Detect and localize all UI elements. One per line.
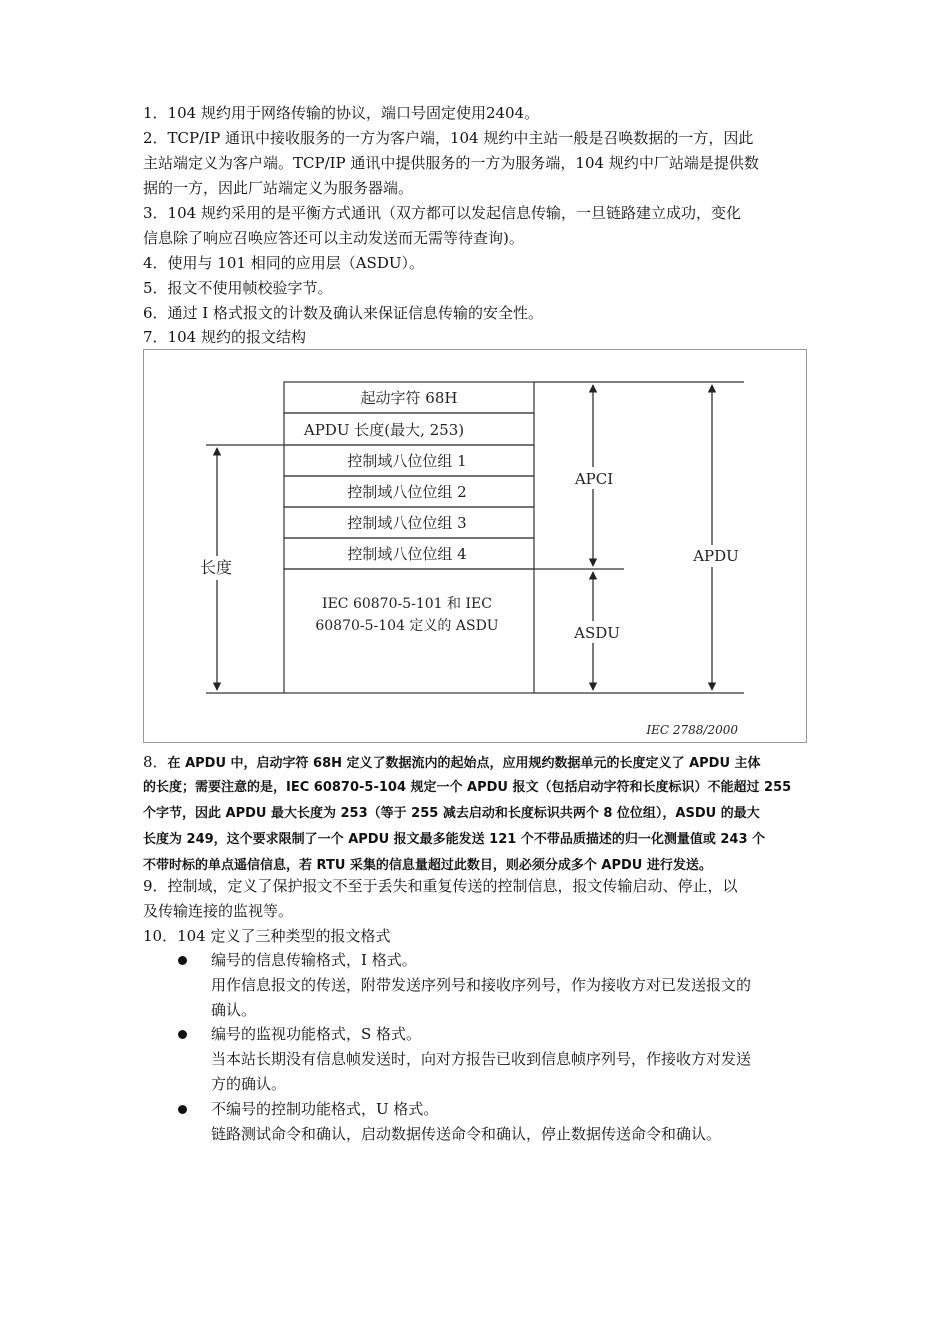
asdu-label: ASDU — [574, 624, 620, 642]
item-8-line-5: 不带时标的单点遥信信息，若 RTU 采集的信息量超过此数目，则必须分成多个 APDU 进行发送。 — [143, 858, 712, 873]
item-8-line-2: 的长度；需要注意的是，IEC 60870-5-104 规定一个 APDU 报文（包括启动字符和长度标识）不能超过 255 — [143, 780, 792, 795]
item-8-number: 8． — [143, 753, 168, 771]
bullet-desc-line-2: 方的确认。 — [211, 1075, 287, 1093]
apdu-structure-diagram — [144, 350, 808, 744]
item-8-line-4: 长度为 249，这个要求限制了一个 APDU 报文最多能发送 121 个不带品质描述的归一化测量值或 243 个 — [143, 832, 766, 847]
row-control-2-label: 控制域八位位组 2 — [347, 483, 467, 501]
item-2-line-1: 2．TCP/IP 通讯中接收服务的一方为客户端，104 规约中主站一般是召唤数据的一方，因此 — [143, 129, 754, 147]
figure-caption: IEC 2788/2000 — [646, 723, 738, 737]
bullet-s-format — [178, 1022, 809, 1096]
item-9-line-1: 9．控制域，定义了保护报文不至于丢失和重复传送的控制信息，报文传输启动、停止，以 — [143, 877, 738, 895]
row-control-3-label: 控制域八位位组 3 — [347, 514, 467, 532]
item-7: 7．104 规约的报文结构 — [143, 328, 306, 346]
row-apdu-length-label: APDU 长度(最大, 253) — [303, 421, 465, 439]
item-3-line-2: 信息除了响应召唤应答还可以主动发送而无需等待查询)。 — [143, 229, 524, 247]
item-9-line-2: 及传输连接的监视等。 — [143, 902, 294, 920]
item-4: 4．使用与 101 相同的应用层（ASDU）。 — [143, 254, 424, 272]
item-8-text-1: 在 APDU 中，启动字符 68H 定义了数据流内的起始点，应用规约数据单元的长度定义了 APDU 主体 — [167, 756, 761, 771]
bullet-title: 编号的监视功能格式，S 格式。 — [211, 1025, 422, 1043]
bullet-dot-icon — [178, 956, 187, 965]
item-8-line-1 — [143, 749, 809, 777]
item-3-line-1: 3．104 规约采用的是平衡方式通讯（双方都可以发起信息传输，一旦链路建立成功，变化 — [143, 204, 741, 222]
row-control-4-label: 控制域八位位组 4 — [347, 545, 467, 563]
item-8-line-3: 个字节，因此 APDU 最大长度为 253（等于 255 减去启动和长度标识共两个 8 位位组），ASDU 的最大 — [143, 806, 760, 821]
bullet-desc-line-1: 链路测试命令和确认，启动数据传送命令和确认，停止数据传送命令和确认。 — [211, 1125, 722, 1143]
apci-label: APCI — [574, 470, 614, 488]
length-label: 长度 — [199, 558, 233, 577]
bullet-title: 编号的信息传输格式，I 格式。 — [211, 951, 417, 969]
row-start-char-label: 起动字符 68H — [360, 389, 458, 407]
bullet-dot-icon — [178, 1105, 187, 1114]
bullet-i-format — [178, 948, 809, 1022]
bullet-desc-line-2: 确认。 — [211, 1001, 257, 1019]
bullet-dot-icon — [178, 1030, 187, 1039]
item-1: 1．104 规约用于网络传输的协议，端口号固定使用2404。 — [143, 104, 540, 122]
asdu-box-label-1: IEC 60870-5-101 和 IEC — [322, 596, 492, 612]
row-control-1-label: 控制域八位位组 1 — [347, 452, 467, 470]
item-5: 5．报文不使用帧校验字节。 — [143, 279, 333, 297]
bullet-desc-line-1: 当本站长期没有信息帧发送时，向对方报告已收到信息帧序列号，作接收方对发送 — [211, 1050, 752, 1068]
bullet-u-format — [178, 1097, 809, 1147]
bullet-desc-line-1: 用作信息报文的传送，附带发送序列号和接收序列号，作为接收方对已发送报文的 — [211, 976, 752, 994]
bullet-title: 不编号的控制功能格式，U 格式。 — [211, 1100, 439, 1118]
item-2-line-3: 据的一方，因此厂站端定义为服务器端。 — [143, 179, 414, 197]
apdu-structure-figure — [143, 349, 807, 743]
item-6: 6．通过 I 格式报文的计数及确认来保证信息传输的安全性。 — [143, 304, 544, 322]
item-2-line-2: 主站端定义为客户端。TCP/IP 通讯中提供服务的一方为服务端，104 规约中厂站端是提供数 — [143, 154, 759, 172]
item-10: 10．104 定义了三种类型的报文格式 — [143, 927, 391, 945]
apdu-label: APDU — [693, 547, 739, 565]
asdu-box-label-2: 60870-5-104 定义的 ASDU — [315, 618, 499, 634]
